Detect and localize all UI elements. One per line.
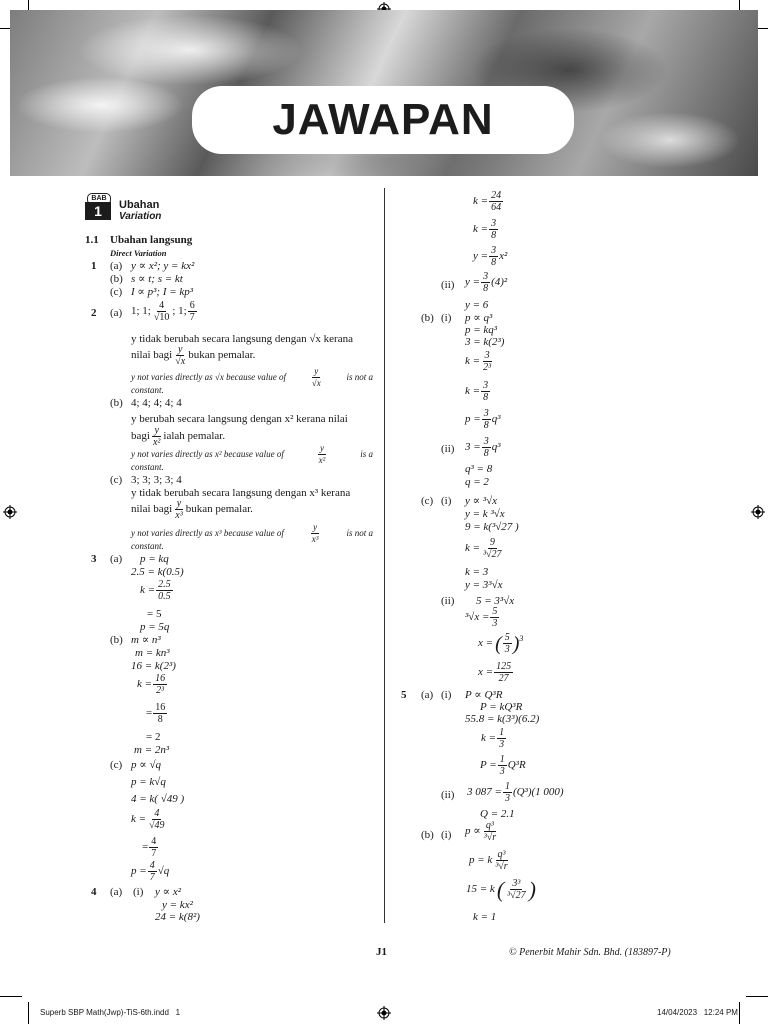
part-label: (b) <box>110 634 123 646</box>
section-title: Ubahan langsung <box>110 234 193 246</box>
explanation-en: constant. <box>131 462 164 472</box>
part-label: (c) <box>110 286 123 298</box>
working-line: p ∝ √q <box>131 759 161 771</box>
part-label: (b) <box>421 829 434 841</box>
fraction <box>503 632 512 655</box>
numerator: q³ <box>497 849 506 860</box>
explanation-ms: y tidak berubah secara langsung dengan x³ kerana <box>131 487 351 499</box>
text: k = <box>465 385 481 397</box>
part-label: (a) <box>421 689 434 701</box>
working-line <box>465 271 507 294</box>
numerator: 5 <box>504 632 510 643</box>
denominator: x³ <box>311 534 319 544</box>
fraction <box>489 190 503 213</box>
numerator: y <box>176 498 182 509</box>
fraction <box>481 537 504 560</box>
text: nilai bagi <box>131 349 173 361</box>
part-label: (c) <box>110 759 123 771</box>
working-line: q = 2 <box>465 476 489 488</box>
denominator: 3 <box>504 644 510 655</box>
numerator: 2.5 <box>158 579 171 590</box>
working-line <box>473 190 504 213</box>
fraction <box>482 820 498 843</box>
numerator: y <box>313 522 318 532</box>
denominator: 8 <box>491 257 497 268</box>
part-label: (c) <box>110 474 123 486</box>
part-label: (a) <box>110 886 123 898</box>
fraction <box>310 522 321 545</box>
working-line: = 2 <box>146 731 161 743</box>
working-line: 24 = k(8²) <box>155 911 200 923</box>
denominator: ³√27 <box>483 549 502 560</box>
denominator: 3 <box>499 766 505 777</box>
part-label: (ii) <box>441 279 455 291</box>
part-label: (b) <box>110 397 123 409</box>
numerator: y <box>154 425 159 436</box>
crop-mark <box>746 996 768 997</box>
crop-mark <box>739 1002 740 1024</box>
numerator: 125 <box>496 661 512 672</box>
question-number: 2 <box>91 307 97 319</box>
working-line <box>478 661 514 684</box>
denominator: ³√r <box>495 861 508 872</box>
fraction <box>498 754 507 777</box>
working-line: k = 1 <box>473 911 497 923</box>
text: = <box>146 707 153 719</box>
working-line: m = 2n³ <box>134 744 170 756</box>
print-slug-date: 14/04/2023 12:24 PM <box>657 1008 738 1017</box>
text: Q³R <box>507 759 526 771</box>
denominator: 3 <box>499 739 505 750</box>
text: is a <box>360 449 373 459</box>
text: k = <box>481 732 497 744</box>
explanation-ms <box>131 344 255 367</box>
denominator: 7 <box>149 872 155 883</box>
part-label: (ii) <box>441 443 455 455</box>
numerator: 3 <box>483 408 489 419</box>
working-line: y = 6 <box>465 299 489 311</box>
numerator: 6 <box>189 300 195 311</box>
numerator: 3 <box>491 218 497 229</box>
publisher-credit: © Penerbit Mahir Sdn. Bhd. (183897-P) <box>509 947 671 958</box>
fraction <box>505 878 528 901</box>
part-label: (a) <box>110 553 123 565</box>
working-line <box>466 878 536 901</box>
numerator: y <box>320 443 325 453</box>
working-line: m ∝ n³ <box>131 634 161 646</box>
page-title: JAWAPAN <box>272 95 494 144</box>
text: y = <box>473 250 489 262</box>
part-label: (b) <box>110 273 123 285</box>
denominator: 8 <box>483 283 489 294</box>
fraction <box>152 300 172 323</box>
denominator: 7 <box>189 312 195 323</box>
denominator: √10 <box>153 312 170 323</box>
working-line <box>131 808 168 831</box>
numerator: 5 <box>492 606 498 617</box>
numerator: 1 <box>499 754 505 765</box>
working-line <box>142 836 159 859</box>
text: bukan pemalar. <box>188 349 256 361</box>
paren-open: ( <box>495 632 502 655</box>
fraction <box>310 366 323 389</box>
text: = <box>142 841 149 853</box>
part-label: (i) <box>441 495 452 507</box>
working-line <box>473 245 507 268</box>
text: k = <box>465 355 481 367</box>
explanation-ms: y berubah secara langsung dengan x² kerana nilai <box>131 413 348 425</box>
fraction <box>147 808 167 831</box>
working-line <box>137 673 168 696</box>
denominator: 0.5 <box>158 591 171 602</box>
numerator: 16 <box>155 702 166 713</box>
chapter-title-en: Variation <box>119 211 162 222</box>
fraction <box>173 498 184 521</box>
denominator: 2³ <box>483 362 492 373</box>
text: nilai bagi <box>131 503 173 515</box>
working-line: 5 = 3³√x <box>476 595 515 607</box>
answer-values: 1; 1; <box>131 305 151 317</box>
part-label: (b) <box>421 312 434 324</box>
text: y not varies directly as x² because value of <box>131 449 284 459</box>
denominator: √x <box>311 378 321 388</box>
denominator: 7 <box>151 848 157 859</box>
denominator: 3 <box>492 618 498 629</box>
numerator: 3 <box>483 380 489 391</box>
fraction <box>489 245 498 268</box>
question-number: 1 <box>91 260 97 272</box>
text: 15 = k <box>466 883 495 895</box>
denominator: 8 <box>491 230 497 241</box>
denominator: √x <box>175 356 186 367</box>
working-line: y = 3³√x <box>465 579 503 591</box>
answer-line: 3; 3; 3; 3; 4 <box>131 474 182 486</box>
working-line: p = kq³ <box>465 324 498 336</box>
chapter-badge <box>85 194 111 220</box>
fraction <box>490 606 499 629</box>
fraction <box>482 408 491 431</box>
working-line <box>131 860 169 883</box>
working-line <box>465 380 491 403</box>
denominator: 3 <box>504 793 510 804</box>
fraction <box>503 781 512 804</box>
part-label: (ii) <box>441 789 455 801</box>
working-line: P = kQ³R <box>480 701 523 713</box>
text: bagi <box>131 430 150 442</box>
explanation-en: constant. <box>131 385 164 395</box>
answer-line: 4; 4; 4; 4; 4 <box>131 397 182 409</box>
numerator: 24 <box>491 190 502 201</box>
registration-mark-icon <box>377 1006 391 1020</box>
working-line <box>473 218 499 241</box>
working-line: Q = 2.1 <box>480 808 515 820</box>
text: p ∝ <box>465 825 481 837</box>
working-line: m = kn³ <box>135 647 170 659</box>
text: P = <box>480 759 497 771</box>
denominator: 8 <box>157 714 163 725</box>
working-line <box>140 579 174 602</box>
column-divider <box>384 188 385 923</box>
working-line: 9 = k(³√27 ) <box>465 521 519 533</box>
part-label: (ii) <box>441 595 455 607</box>
fraction <box>317 443 328 466</box>
badge-number: 1 <box>85 202 111 220</box>
numerator: 3 <box>491 245 497 256</box>
working-line <box>481 727 507 750</box>
text: y not varies directly as x³ because value of <box>131 528 284 538</box>
text: k = <box>137 678 153 690</box>
fraction <box>493 849 509 872</box>
part-label: (c) <box>421 495 434 507</box>
text: k = <box>473 223 489 235</box>
explanation-ms: y tidak berubah secara langsung dengan √x kerana <box>131 333 353 345</box>
numerator: 4 <box>154 808 160 819</box>
working-line: y ∝ ³√x <box>465 495 498 507</box>
working-line: P ∝ Q³R <box>465 689 503 701</box>
working-line <box>469 849 511 872</box>
text: p = <box>131 865 147 877</box>
section-number: 1.1 <box>85 234 99 246</box>
text: q³ <box>491 413 501 425</box>
numerator: 3 <box>483 436 489 447</box>
text: ialah pemalar. <box>163 430 226 442</box>
section-title-en: Direct Variation <box>110 248 167 258</box>
working-line <box>465 820 499 843</box>
fraction <box>188 300 197 323</box>
working-line: y = kx² <box>162 899 193 911</box>
answer-line: I ∝ p³; I = kp³ <box>131 286 194 298</box>
answer-line: y ∝ x²; y = kx² <box>131 260 195 272</box>
fraction <box>482 436 491 459</box>
fraction <box>153 673 167 696</box>
denominator: 64 <box>491 202 502 213</box>
text: √q <box>157 865 170 877</box>
text: 3 = <box>465 441 481 453</box>
numerator: 4 <box>149 860 155 871</box>
paren-close: ) <box>528 876 536 902</box>
exponent: 3 <box>519 634 524 643</box>
fraction <box>149 836 158 859</box>
fraction <box>489 218 498 241</box>
part-label: (i) <box>441 829 452 841</box>
numerator: q³ <box>485 820 494 831</box>
chapter-title: Ubahan <box>119 199 160 211</box>
working-line: k = 3 <box>465 566 489 578</box>
denominator: x² <box>318 455 326 465</box>
fraction <box>481 350 493 373</box>
answer-line: s ∝ t; s = kt <box>131 273 183 285</box>
numerator: y <box>177 344 183 355</box>
numerator: 4 <box>151 836 157 847</box>
working-line: q³ = 8 <box>465 463 493 475</box>
question-number: 3 <box>91 553 97 565</box>
denominator: 8 <box>483 420 489 431</box>
fraction <box>148 860 157 883</box>
part-label: (i) <box>441 689 452 701</box>
numerator: 3 <box>483 271 489 282</box>
text: k = <box>473 195 489 207</box>
text: p = <box>465 413 481 425</box>
answer-values: ; 1; <box>172 305 187 317</box>
explanation-en <box>131 522 373 545</box>
explanation-en <box>131 443 373 466</box>
header-banner <box>10 10 758 176</box>
working-line <box>465 436 501 459</box>
working-line: 4 = k( √49 ) <box>131 793 185 805</box>
part-label: (i) <box>133 886 144 898</box>
registration-mark-icon <box>751 505 765 519</box>
fraction <box>153 702 167 725</box>
denominator: ³√27 <box>507 890 526 901</box>
numerator: 9 <box>489 537 495 548</box>
paren-close: ) <box>512 632 520 655</box>
question-number: 5 <box>401 689 407 701</box>
text: bukan pemalar. <box>185 503 253 515</box>
denominator: 8 <box>483 392 489 403</box>
denominator: ³√r <box>483 832 497 843</box>
numerator: 1 <box>504 781 510 792</box>
numerator: 4 <box>159 300 165 311</box>
print-slug-file: Superb SBP Math(Jwp)-TiS-6th.indd 1 <box>40 1008 181 1017</box>
denominator: 8 <box>483 448 489 459</box>
fraction <box>156 579 173 602</box>
working-line: p = k√q <box>131 776 166 788</box>
working-line <box>478 632 523 655</box>
numerator: y <box>314 366 319 376</box>
working-line: p ∝ q³ <box>465 312 493 324</box>
text: y = <box>465 276 481 288</box>
working-line <box>465 350 494 373</box>
crop-mark <box>0 996 22 997</box>
denominator: x² <box>152 437 161 448</box>
working-line <box>146 702 168 725</box>
numerator: 16 <box>155 673 166 684</box>
working-line: p = kq <box>140 553 169 565</box>
paren-open: ( <box>496 876 505 902</box>
numerator: 3 <box>484 350 490 361</box>
working-line: p = 5q <box>140 621 170 633</box>
text: k = <box>140 584 156 596</box>
fraction <box>494 661 513 684</box>
fraction <box>173 344 187 367</box>
fraction <box>481 271 490 294</box>
working-line: 16 = k(2³) <box>131 660 176 672</box>
denominator: x³ <box>175 510 183 521</box>
working-line <box>465 537 505 560</box>
working-line <box>465 408 501 431</box>
numerator: 1 <box>499 727 505 738</box>
numerator: 3³ <box>512 878 521 889</box>
working-line: 55.8 = k(3³)(6.2) <box>465 713 540 725</box>
question-number: 4 <box>91 886 97 898</box>
text: is not a <box>346 528 373 538</box>
part-label: (i) <box>441 312 452 324</box>
text: q³ <box>491 441 501 453</box>
text: k = <box>131 813 147 825</box>
answer-line <box>131 300 198 323</box>
text: is not a <box>346 372 373 382</box>
explanation-ms <box>131 498 253 521</box>
working-line: y ∝ x² <box>155 886 182 898</box>
text: x = <box>478 637 494 649</box>
badge-word: BAB <box>87 193 111 205</box>
text: (Q³)(1 000) <box>512 786 564 798</box>
working-line <box>480 754 526 777</box>
text: (4)² <box>491 276 508 288</box>
working-line: 2.5 = k(0.5) <box>131 566 184 578</box>
text: y not varies directly as √x because value of <box>131 372 287 382</box>
page-number: J1 <box>376 946 387 958</box>
working-line: 3 = k(2³) <box>465 336 505 348</box>
working-line <box>467 781 564 804</box>
explanation-en: constant. <box>131 541 164 551</box>
working-line <box>465 606 500 629</box>
text: 3 087 = <box>467 786 502 798</box>
denominator: 27 <box>498 673 509 684</box>
working-line: y = k ³√x <box>465 508 505 520</box>
part-label: (a) <box>110 260 123 272</box>
fraction <box>481 380 490 403</box>
text: p = k <box>469 854 493 866</box>
denominator: 2³ <box>156 685 165 696</box>
explanation-en <box>131 366 373 389</box>
text: k = <box>465 542 481 554</box>
part-label: (a) <box>110 307 123 319</box>
text: ³√x = <box>465 611 490 623</box>
crop-mark <box>28 1002 29 1024</box>
registration-mark-icon <box>3 505 17 519</box>
text: x = <box>478 666 494 678</box>
working-line: = 5 <box>147 608 162 620</box>
fraction <box>497 727 506 750</box>
text: x² <box>499 250 508 262</box>
denominator: √49 <box>149 820 165 831</box>
